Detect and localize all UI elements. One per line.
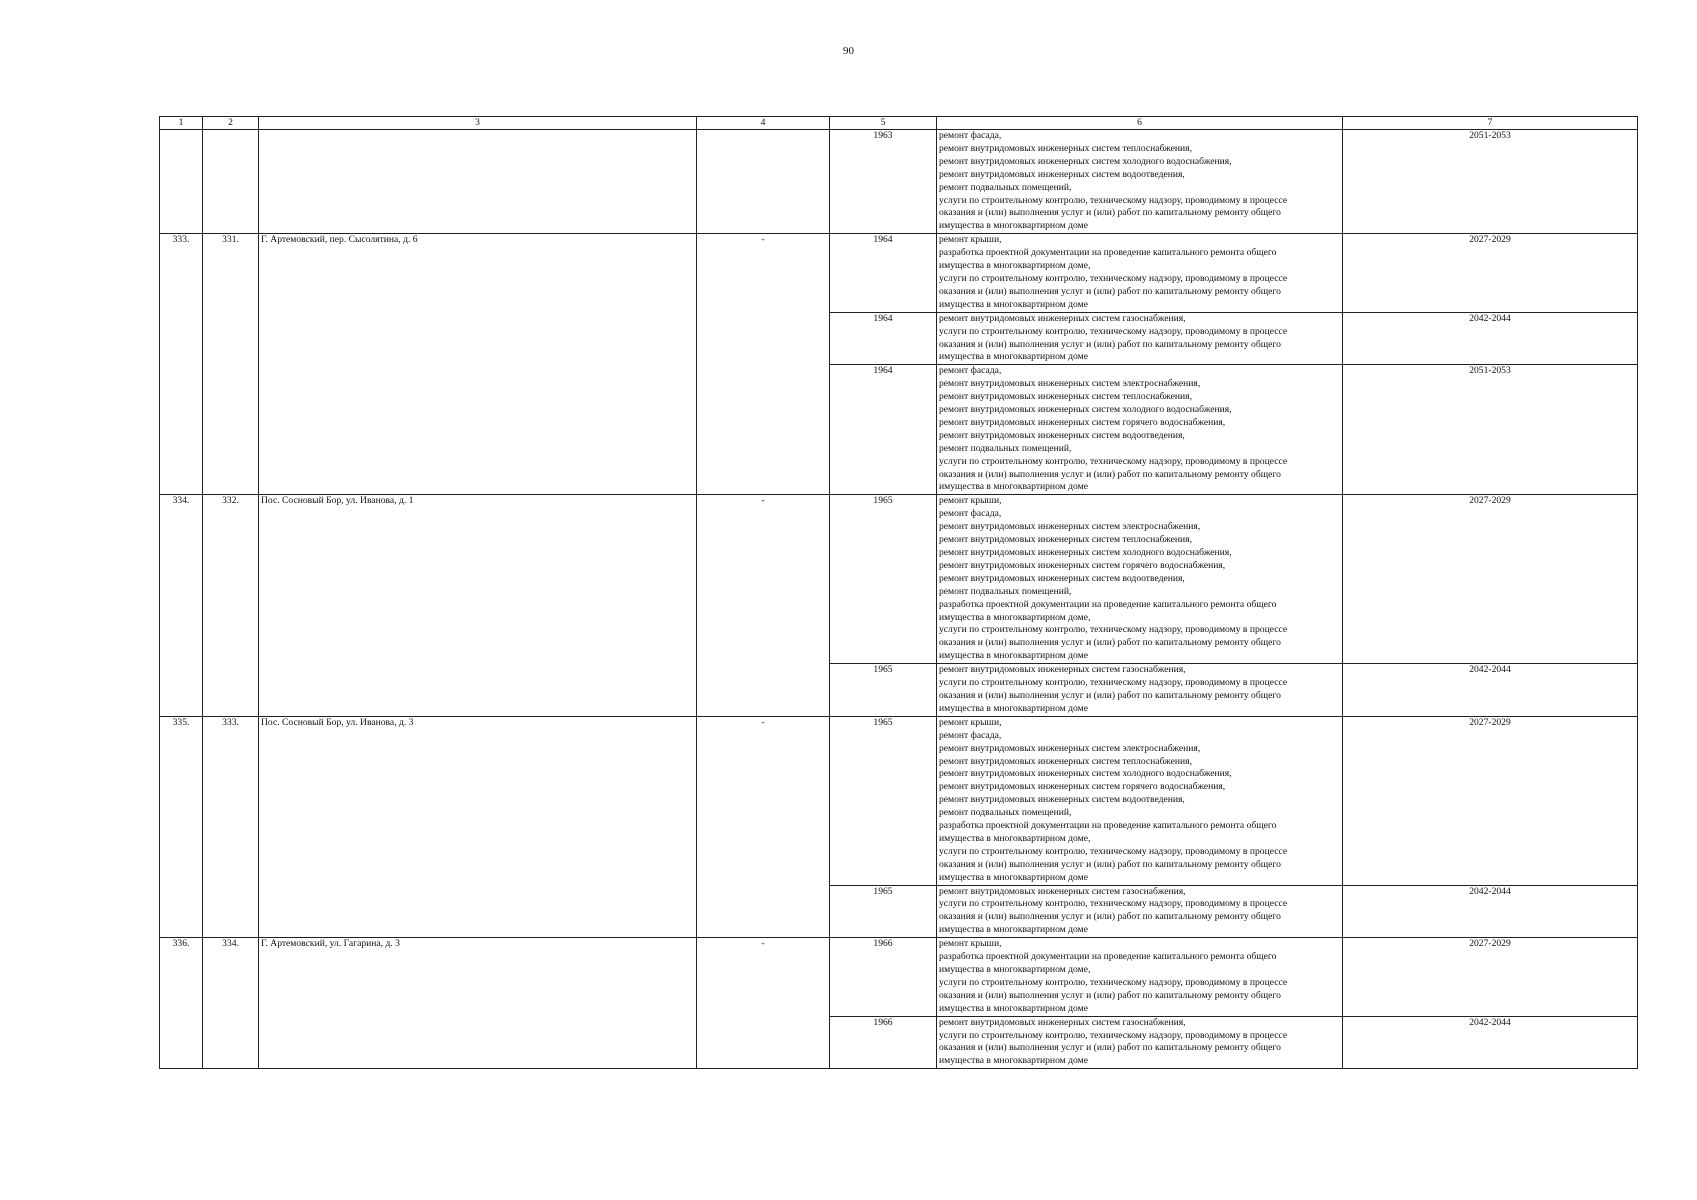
period-cell: 2051-2053	[1343, 365, 1638, 495]
year-cell: 1965	[830, 495, 937, 664]
period-cell: 2027-2029	[1343, 716, 1638, 885]
year-cell: 1964	[830, 365, 937, 495]
address-cell: Пос. Сосновый Бор, ул. Иванова, д. 1	[259, 495, 697, 716]
row-number-cell: 334.	[160, 495, 203, 716]
row-number-cell	[160, 130, 203, 234]
year-cell: 1966	[830, 938, 937, 1016]
period-cell: 2042-2044	[1343, 885, 1638, 938]
table-row	[160, 716, 1638, 885]
table-body	[160, 130, 1638, 1069]
works-cell: ремонт фасада, ремонт внутридомовых инженерных систем электроснабжения, ремонт внутридомовых инженерных систем теплоснабжения, ремонт внутридомовых инженерных систем холодного водоснабжения, ремонт внутридомовых инженерных систем горячего водоснабжения, ремонт внутридомовых инженерных систем водоотведения, ремонт подвальных помещений, услуги по строительному контролю, техническому надзору, проводимому в процессе оказания и (или) выполнения услуг и (или) работ по капитальному ремонту общего имущества в многоквартирном доме	[937, 365, 1343, 495]
column-header: 1	[160, 117, 203, 130]
works-cell: ремонт крыши, ремонт фасада, ремонт внутридомовых инженерных систем электроснабжения, ремонт внутридомовых инженерных систем теплоснабжения, ремонт внутридомовых инженерных систем холодного водоснабжения, ремонт внутридомовых инженерных систем горячего водоснабжения, ремонт внутридомовых инженерных систем водоотведения, ремонт подвальных помещений, разработка проектной документации на проведение капитального ремонта общего имущества в многоквартирном доме, услуги по строительному контролю, техническому надзору, проводимому в процессе оказания и (или) выполнения услуг и (или) работ по капитальному ремонту общего имущества в многоквартирном доме	[937, 716, 1343, 885]
year-cell: 1966	[830, 1016, 937, 1069]
year-cell: 1964	[830, 312, 937, 365]
period-cell: 2027-2029	[1343, 495, 1638, 664]
period-cell: 2027-2029	[1343, 234, 1638, 312]
year-cell: 1965	[830, 716, 937, 885]
works-cell: ремонт крыши, разработка проектной документации на проведение капитального ремонта общего имущества в многоквартирном доме, услуги по строительному контролю, техническому надзору, проводимому в процессе оказания и (или) выполнения услуг и (или) работ по капитальному ремонту общего имущества в многоквартирном доме	[937, 938, 1343, 1016]
column-header: 3	[259, 117, 697, 130]
column-header: 2	[203, 117, 259, 130]
table-row	[160, 938, 1638, 1016]
address-cell: Г. Артемовский, пер. Сысолятина, д. 6	[259, 234, 697, 495]
house-number-cell: 334.	[203, 938, 259, 1069]
works-cell: ремонт внутридомовых инженерных систем газоснабжения, услуги по строительному контролю, техническому надзору, проводимому в процессе оказания и (или) выполнения услуг и (или) работ по капитальному ремонту общего имущества в многоквартирном доме	[937, 312, 1343, 365]
period-cell: 2042-2044	[1343, 1016, 1638, 1069]
house-number-cell	[203, 130, 259, 234]
year-cell: 1964	[830, 234, 937, 312]
house-number-cell: 331.	[203, 234, 259, 495]
capital-repair-table	[159, 116, 1638, 1069]
col4-cell: -	[697, 234, 830, 495]
address-cell	[259, 130, 697, 234]
address-cell: Г. Артемовский, ул. Гагарина, д. 3	[259, 938, 697, 1069]
table-row	[160, 130, 1638, 234]
table-row	[160, 234, 1638, 312]
works-cell: ремонт крыши, разработка проектной документации на проведение капитального ремонта общего имущества в многоквартирном доме, услуги по строительному контролю, техническому надзору, проводимому в процессе оказания и (или) выполнения услуг и (или) работ по капитальному ремонту общего имущества в многоквартирном доме	[937, 234, 1343, 312]
period-cell: 2051-2053	[1343, 130, 1638, 234]
works-cell: ремонт внутридомовых инженерных систем газоснабжения, услуги по строительному контролю, техническому надзору, проводимому в процессе оказания и (или) выполнения услуг и (или) работ по капитальному ремонту общего имущества в многоквартирном доме	[937, 885, 1343, 938]
address-cell: Пос. Сосновый Бор, ул. Иванова, д. 3	[259, 716, 697, 937]
row-number-cell: 335.	[160, 716, 203, 937]
row-number-cell: 333.	[160, 234, 203, 495]
year-cell: 1965	[830, 664, 937, 717]
year-cell: 1965	[830, 885, 937, 938]
table-row	[160, 495, 1638, 664]
works-cell: ремонт фасада, ремонт внутридомовых инженерных систем теплоснабжения, ремонт внутридомовых инженерных систем холодного водоснабжения, ремонт внутридомовых инженерных систем водоотведения, ремонт подвальных помещений, услуги по строительному контролю, техническому надзору, проводимому в процессе оказания и (или) выполнения услуг и (или) работ по капитальному ремонту общего имущества в многоквартирном доме	[937, 130, 1343, 234]
page-number: 90	[843, 45, 854, 57]
period-cell: 2042-2044	[1343, 312, 1638, 365]
col4-cell: -	[697, 495, 830, 716]
col4-cell: -	[697, 938, 830, 1069]
column-header: 5	[830, 117, 937, 130]
column-header: 6	[937, 117, 1343, 130]
year-cell: 1963	[830, 130, 937, 234]
row-number-cell: 336.	[160, 938, 203, 1069]
works-cell: ремонт внутридомовых инженерных систем газоснабжения, услуги по строительному контролю, техническому надзору, проводимому в процессе оказания и (или) выполнения услуг и (или) работ по капитальному ремонту общего имущества в многоквартирном доме	[937, 1016, 1343, 1069]
works-cell: ремонт крыши, ремонт фасада, ремонт внутридомовых инженерных систем электроснабжения, ремонт внутридомовых инженерных систем теплоснабжения, ремонт внутридомовых инженерных систем холодного водоснабжения, ремонт внутридомовых инженерных систем горячего водоснабжения, ремонт внутридомовых инженерных систем водоотведения, ремонт подвальных помещений, разработка проектной документации на проведение капитального ремонта общего имущества в многоквартирном доме, услуги по строительному контролю, техническому надзору, проводимому в процессе оказания и (или) выполнения услуг и (или) работ по капитальному ремонту общего имущества в многоквартирном доме	[937, 495, 1343, 664]
column-number-row	[160, 117, 1638, 130]
column-header: 4	[697, 117, 830, 130]
column-header: 7	[1343, 117, 1638, 130]
col4-cell	[697, 130, 830, 234]
period-cell: 2027-2029	[1343, 938, 1638, 1016]
house-number-cell: 332.	[203, 495, 259, 716]
period-cell: 2042-2044	[1343, 664, 1638, 717]
works-cell: ремонт внутридомовых инженерных систем газоснабжения, услуги по строительному контролю, техническому надзору, проводимому в процессе оказания и (или) выполнения услуг и (или) работ по капитальному ремонту общего имущества в многоквартирном доме	[937, 664, 1343, 717]
house-number-cell: 333.	[203, 716, 259, 937]
col4-cell: -	[697, 716, 830, 937]
